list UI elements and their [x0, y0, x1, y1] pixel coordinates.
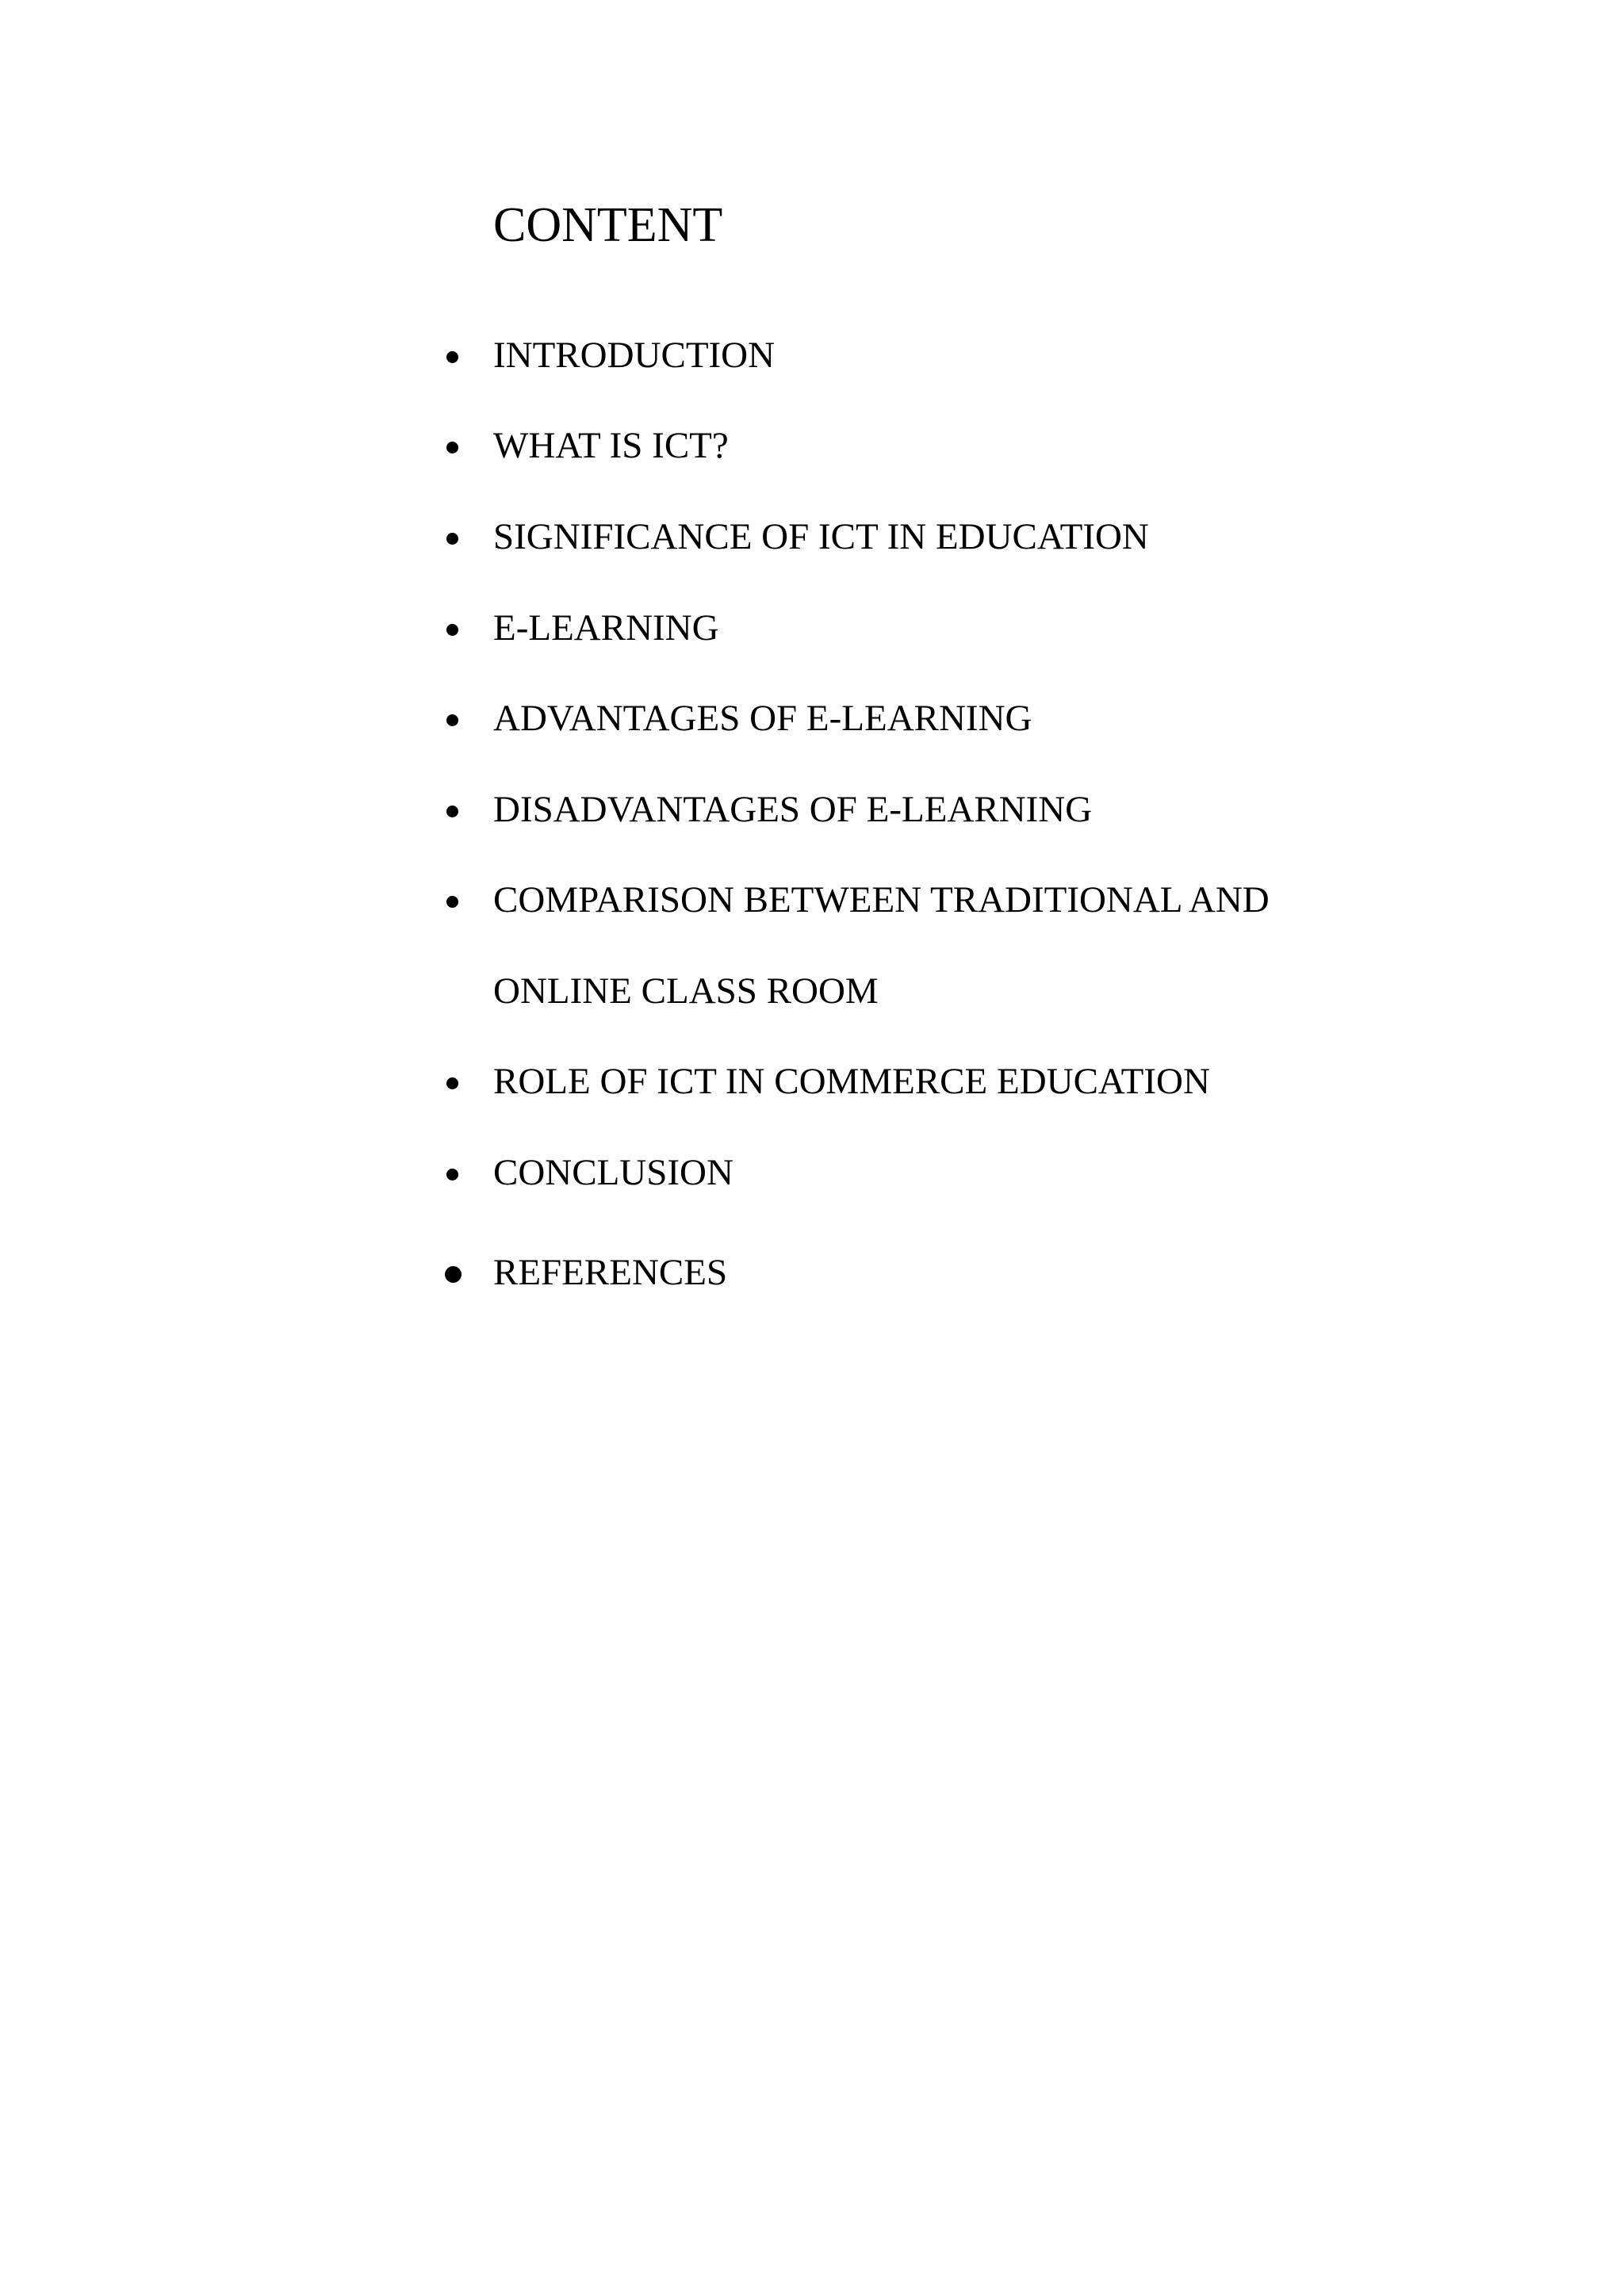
list-item-text: INTRODUCTION: [493, 335, 776, 376]
list-item: [0, 875, 1624, 1012]
list-item: [0, 603, 1624, 651]
bullet-icon: [446, 624, 458, 636]
list-item-text: ADVANTAGES OF E-LEARNING: [493, 698, 1032, 739]
list-item-text: ROLE OF ICT IN COMMERCE EDUCATION: [493, 1061, 1210, 1102]
list-item: [0, 1148, 1624, 1196]
bullet-icon: [446, 896, 458, 908]
list-item: [0, 512, 1624, 560]
list-item-text: WHAT IS ICT?: [493, 425, 729, 466]
bullet-icon: [446, 1169, 458, 1181]
list-item: [0, 1248, 1624, 1295]
list-item-text: E-LEARNING: [493, 607, 719, 649]
list-item: [0, 1057, 1624, 1104]
bullet-icon: [446, 1077, 458, 1089]
list-item-text: SIGNIFICANCE OF ICT IN EDUCATION: [493, 516, 1149, 557]
bullet-icon: [446, 806, 458, 817]
list-item-text: DISADVANTAGES OF E-LEARNING: [493, 789, 1093, 830]
page-title: CONTENT: [493, 198, 723, 252]
bullet-icon: [446, 714, 458, 726]
bullet-icon: [445, 1266, 462, 1283]
list-item: [0, 421, 1624, 469]
list-item-text: CONCLUSION: [493, 1152, 733, 1193]
list-item: [0, 785, 1624, 832]
list-item: [0, 694, 1624, 741]
list-item-text: REFERENCES: [493, 1252, 728, 1293]
bullet-icon: [446, 351, 458, 363]
bullet-icon: [446, 442, 458, 453]
bullet-icon: [446, 533, 458, 545]
list-item: [0, 331, 1624, 378]
list-item-text: COMPARISON BETWEEN TRADITIONAL AND ONLINE CLASS ROOM: [493, 879, 1270, 1012]
